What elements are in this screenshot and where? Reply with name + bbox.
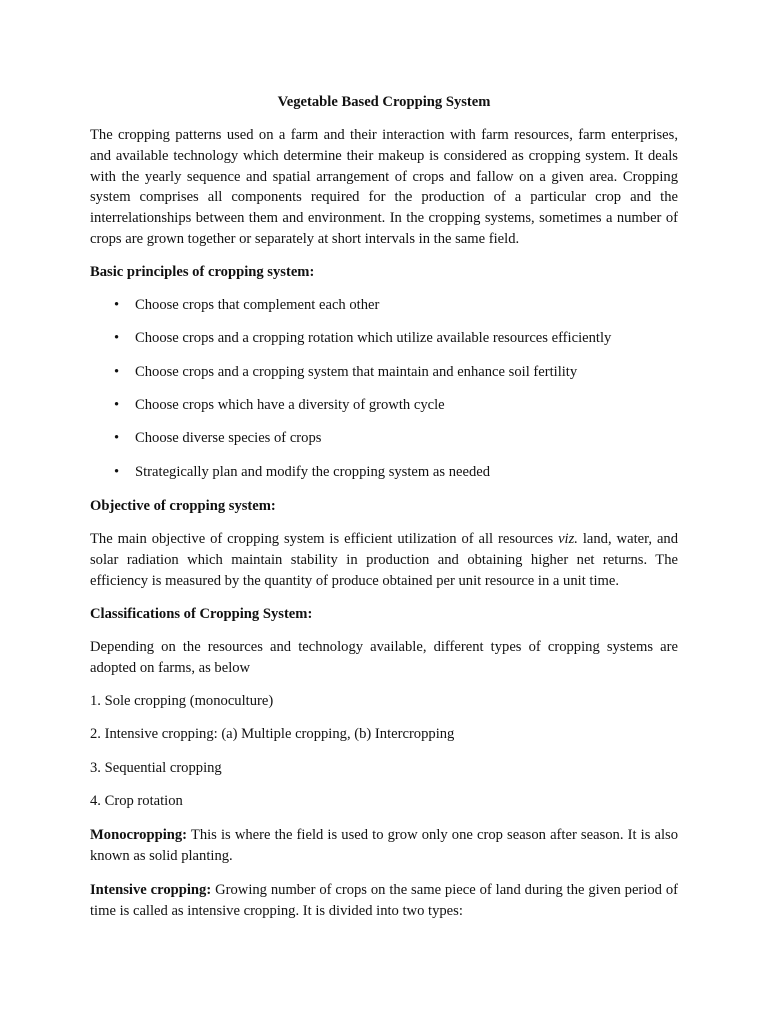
list-item: 4. Crop rotation (90, 793, 183, 809)
list-item-text: Choose crops and a cropping system that maintain and enhance soil fertility (135, 364, 578, 380)
intensive-term: Intensive cropping: (90, 882, 212, 898)
bullet-icon: • (114, 397, 120, 413)
intensive-text: Growing number of crops on the same piece of land during the given period of time is called as intensive cropping. It is divided into two types: (90, 882, 678, 919)
document-title: Vegetable Based Cropping System (277, 94, 491, 110)
principles-heading: Basic principles of cropping system: (90, 264, 315, 280)
list-item: 1. Sole cropping (monoculture) (90, 693, 274, 709)
list-item-text: Choose crops that complement each other (135, 297, 380, 313)
bullet-icon: • (114, 464, 120, 480)
list-item: 3. Sequential cropping (90, 760, 222, 776)
monocropping-paragraph (90, 825, 678, 867)
monocropping-text: This is where the field is used to grow only one crop season after season. It is also known as solid planting. (90, 827, 678, 864)
objective-heading: Objective of cropping system: (90, 498, 276, 514)
monocropping-term: Monocropping: (90, 827, 188, 843)
list-item-text: Choose crops and a cropping rotation which utilize available resources efficiently (135, 330, 612, 346)
bullet-icon: • (114, 330, 120, 346)
objective-text-end: land, water, and solar radiation which maintain stability in production and obtaining higher net returns. The efficiency is measured by the quantity of produce obtained per unit resource in a unit time. (90, 531, 679, 589)
bullet-icon: • (114, 430, 120, 446)
list-item-text: Choose crops which have a diversity of growth cycle (135, 397, 445, 413)
objective-paragraph (90, 529, 678, 591)
intro-paragraph: The cropping patterns used on a farm and their interaction with farm resources, farm enterprises, and available technology which determine their makeup is considered as cropping system. It deals with the yearly sequence and spatial arrangement of crops and fallow on a given area. Cropping system comprises all components required for the production of a particular crop and the interrelationships between them and environment. In the cropping systems, sometimes a number of crops are grown together or separately at short intervals in the same field. (90, 127, 678, 247)
list-item: 2. Intensive cropping: (a) Multiple cropping, (b) Intercropping (90, 726, 455, 742)
bullet-icon: • (114, 364, 120, 380)
classifications-intro: Depending on the resources and technology available, different types of cropping systems are adopted on farms, as below (90, 639, 678, 676)
objective-viz: viz. (558, 531, 578, 547)
classifications-heading: Classifications of Cropping System: (90, 606, 313, 622)
list-item-text: Strategically plan and modify the cropping system as needed (135, 464, 491, 480)
intensive-paragraph (90, 880, 678, 922)
objective-text-start: The main objective of cropping system is efficient utilization of all resources (90, 531, 559, 547)
list-item-text: Choose diverse species of crops (135, 430, 322, 446)
bullet-icon: • (114, 297, 120, 313)
